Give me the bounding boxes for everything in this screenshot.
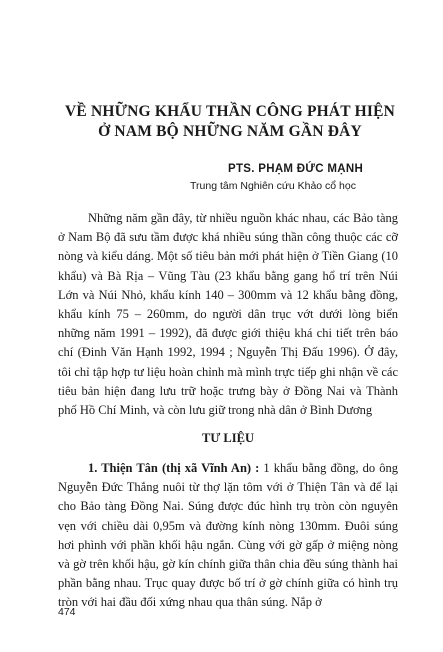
author-name: PTS. PHẠM ĐỨC MẠNH: [228, 163, 364, 175]
item-1-paragraph: [58, 459, 398, 613]
intro-paragraph: Những năm gần đây, từ nhiều nguồn khác nhau, các Bảo tàng ở Nam Bộ đã sưu tầm được khá nhiều súng thần công thuộc các cỡ nòng và kiểu dáng. Một số tiêu bản mới phát hiện ở Tiền Giang (10 khẩu) và Bà Rịa – Vũng Tàu (23 khẩu bằng gang hổ trí trên Núi Lớn và Núi Nhỏ, khẩu kính 140 – 300mm và 12 khẩu bằng đồng, khẩu kính 75 – 260mm, do người dân trục vớt dưới lòng biển những năm 1991 – 1992), đã được giới thiệu khá chi tiết trên báo chí (Đinh Văn Hạnh 1992, 1994 ; Nguyễn Thị Đấu 1996). Ở đây, tôi chỉ tập hợp tư liệu hoàn chỉnh mà mình trực tiếp ghi nhận về các tiêu bản hiện đang lưu trữ hoặc trưng bày ở Đồng Nai và Thành phố Hồ Chí Minh, và còn lưu giữ trong nhà dân ở Bình Dương: [58, 211, 398, 418]
author-affiliation: Trung tâm Nghiên cứu Khảo cổ học: [190, 180, 356, 192]
section-heading: TƯ LIỆU: [202, 431, 254, 445]
article-title-line-2: Ở NAM BỘ NHỮNG NĂM GẦN ĐÂY: [98, 123, 362, 140]
article-title-line-1: VỀ NHỮNG KHẨU THẦN CÔNG PHÁT HIỆN: [64, 103, 396, 120]
page-number: 474: [58, 606, 76, 618]
item-1-label: 1. Thiện Tân (thị xã Vĩnh An) :: [88, 461, 260, 475]
item-1-text: 1 khẩu bằng đồng, do ông Nguyễn Đức Thắng nuôi từ thợ lặn tôm với ở Thiện Tân và để lại cho Bảo tàng Đồng Nai. Súng được đúc hình trụ tròn còn nguyên vẹn với chiều dài 0,95m và đường kính nòng 130mm. Đuôi súng hơi phình với phần khối hậu ngắn. Cùng với gờ gấp ở miệng nòng và gờ trên khối hậu, gờ kín chính giữa thân chia đều súng thành hai phần bằng nhau. Trục quay được bố trí ở gờ chính giữa có hình trụ tròn với hai đầu đối xứng nhau qua thân súng. Nắp ở: [58, 461, 398, 610]
